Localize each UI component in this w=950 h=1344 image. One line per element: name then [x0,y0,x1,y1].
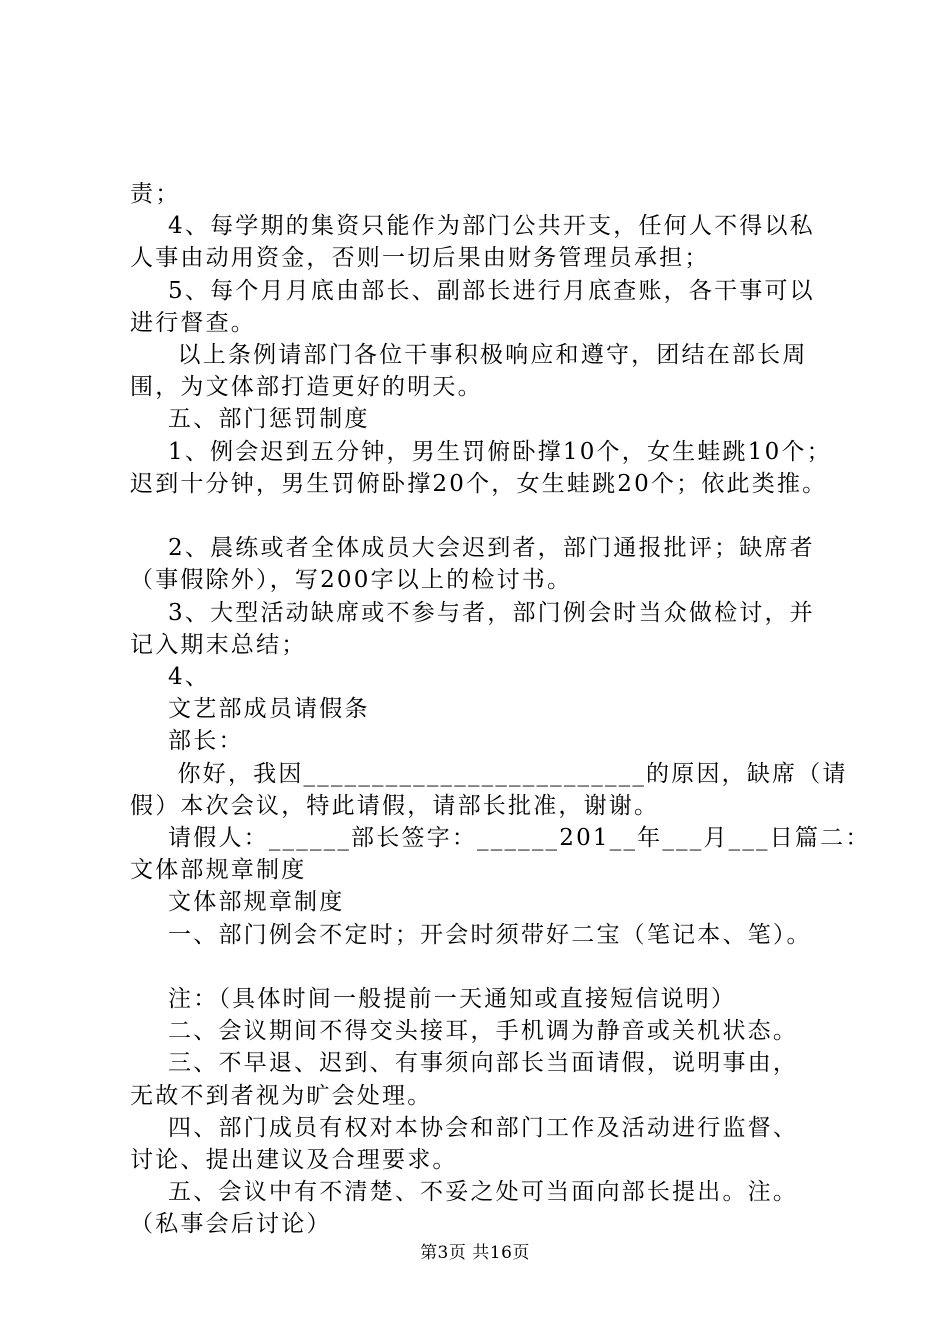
page-footer: 第3页 共16页 [420,1243,530,1263]
text-line: 人事由动用资金，否则一切后果由财务管理员承担； [130,245,710,272]
text-line: 记入期末总结； [130,631,307,658]
text-line: 4、 [130,664,211,690]
text-line: 文体部规章制度 [130,857,307,884]
text-line: 进行督查。 [130,309,256,336]
text-line [130,951,850,983]
text-line: 部长： [130,728,244,755]
text-line: 注：（具体时间一般提前一天通知或直接短信说明） [130,986,737,1012]
text-line [130,500,850,532]
text-line: 假）本次会议，特此请假，请部长批准，谢谢。 [130,792,660,819]
text-line: 3、大型活动缺席或不参与者，部门例会时当众做检讨，并 [130,599,815,626]
text-line: 你好，我因_________________________的原因，缺席（请 [130,760,848,787]
text-line: 三、不早退、迟到、有事须向部长当面请假，说明事由， [130,1050,799,1077]
text-line: 围，为文体部打造更好的明天。 [130,374,483,401]
text-line: 1、例会迟到五分钟，男生罚俯卧撑10个，女生蛙跳10个； [130,438,832,465]
text-line: 5、每个月月底由部长、副部长进行月底查账，各干事可以 [130,277,815,304]
text-line: 4、每学期的集资只能作为部门公共开支，任何人不得以私 [130,213,815,240]
text-line: 一、部门例会不定时；开会时须带好二宝（笔记本、笔）。 [130,921,812,948]
text-line: 以上条例请部门各位干事积极响应和遵守，团结在部长周 [130,342,808,368]
text-line: 2、晨练或者全体成员大会迟到者，部门通报批评；缺席者 [130,535,815,562]
text-line: 迟到十分钟，男生罚俯卧撑20个，女生蛙跳20个；依此类推。 [130,470,828,497]
text-line: 讨论、提出建议及合理要求。 [130,1147,458,1173]
text-line: 文体部规章制度 [130,889,345,916]
text-line: 四、部门成员有权对本协会和部门工作及活动进行监督、 [130,1114,799,1141]
text-line: 文艺部成员请假条 [130,696,370,723]
text-line: 无故不到者视为旷会处理。 [130,1082,433,1109]
text-line: 五、部门惩罚制度 [130,406,370,433]
text-line: 责； [130,181,181,207]
text-line: 五、会议中有不清楚、不妥之处可当面向部长提出。注。 [130,1179,799,1206]
text-line: （事假除外），写200字以上的检讨书。 [130,567,573,594]
text-line: 请假人：______部长签字：______201__年___月___日篇二： [130,825,871,851]
text-line: （私事会后讨论） [130,1211,332,1238]
text-line: 二、会议期间不得交头接耳，手机调为静音或关机状态。 [130,1018,799,1045]
